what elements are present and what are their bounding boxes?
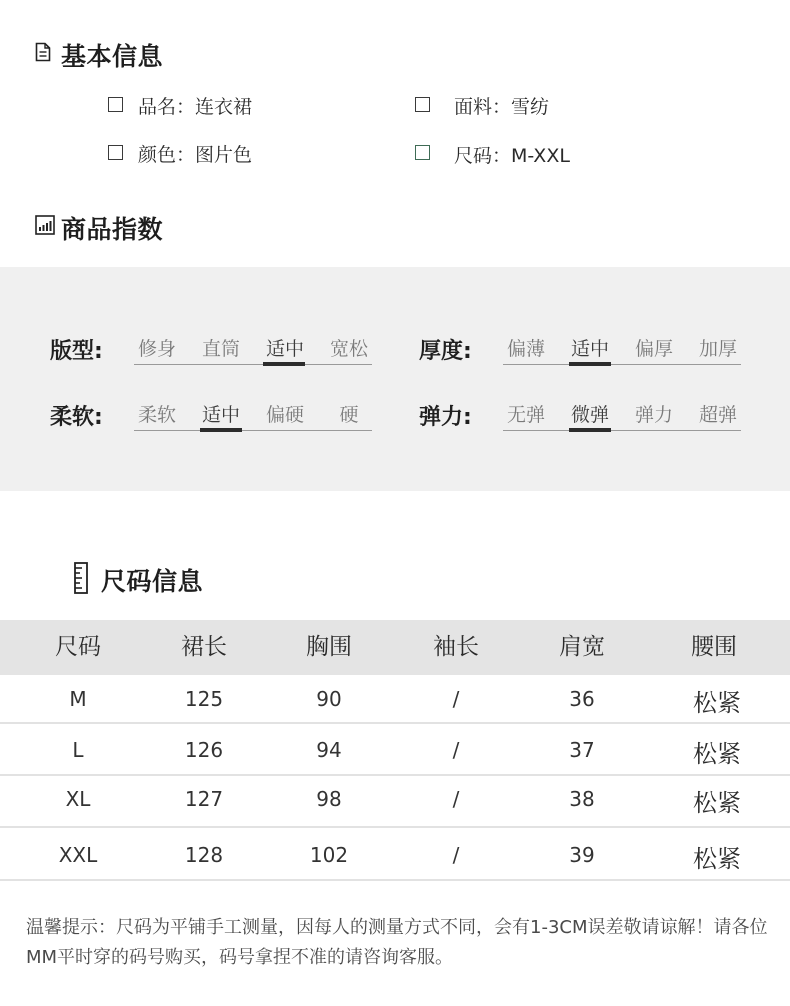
info-item-size: 尺码：M-XXL <box>454 145 570 167</box>
index-option: 偏薄 <box>506 338 545 360</box>
row-divider <box>0 774 790 776</box>
table-cell: 128 <box>184 843 224 867</box>
table-cell: 松紧 <box>693 740 741 768</box>
info-checkbox <box>108 145 123 160</box>
index-option: 宽松 <box>329 338 368 360</box>
index-option: 超弹 <box>698 404 737 426</box>
size-table-header <box>0 620 790 675</box>
table-cell: L <box>72 738 84 762</box>
index-option-selected: 适中 <box>570 338 609 360</box>
index-label-fit: 版型: <box>50 339 103 364</box>
info-item-color: 颜色：图片色 <box>138 144 253 166</box>
row-divider <box>0 722 790 724</box>
table-cell: 37 <box>569 738 595 762</box>
row-divider <box>0 826 790 828</box>
table-cell: XXL <box>58 843 98 867</box>
index-option: 修身 <box>137 338 176 360</box>
table-cell: 松紧 <box>693 789 741 817</box>
ruler-icon <box>74 562 88 598</box>
index-track <box>503 430 741 431</box>
table-row <box>0 839 790 875</box>
index-option: 弹力 <box>634 404 673 426</box>
index-option: 偏硬 <box>265 404 304 426</box>
index-selected-marker <box>263 362 305 366</box>
table-cell: M <box>69 687 87 711</box>
index-selected-marker <box>569 362 611 366</box>
table-cell: 94 <box>316 738 342 762</box>
table-cell: 松紧 <box>693 845 741 873</box>
table-cell: 松紧 <box>693 689 741 717</box>
table-cell: / <box>452 843 460 867</box>
info-checkbox <box>415 97 430 112</box>
column-header: 裙长 <box>181 634 227 660</box>
index-track <box>134 430 372 431</box>
info-item-fabric: 面料：雪纺 <box>454 96 550 118</box>
column-header: 胸围 <box>306 634 352 660</box>
size-note: 温馨提示：尺码为平铺手工测量，因每人的测量方式不同，会有1-3CM误差敬请谅解！请各位MM平时穿的码号购买，码号拿捏不准的请咨询客服。 <box>26 917 768 968</box>
info-checkbox <box>108 97 123 112</box>
index-option-selected: 适中 <box>201 404 240 426</box>
index-option-selected: 微弹 <box>570 404 609 426</box>
index-option: 直筒 <box>201 338 240 360</box>
column-header: 肩宽 <box>559 634 605 660</box>
table-cell: 90 <box>316 687 342 711</box>
table-cell: 39 <box>569 843 595 867</box>
index-option-selected: 适中 <box>265 338 304 360</box>
index-track <box>503 364 741 365</box>
index-option: 硬 <box>339 404 359 426</box>
table-cell: 98 <box>316 787 342 811</box>
bar-chart-icon <box>35 215 55 239</box>
info-item-name: 品名：连衣裙 <box>138 96 253 118</box>
basic-info-title: 基本信息 <box>61 42 164 71</box>
index-track <box>134 364 372 365</box>
document-icon <box>35 42 51 66</box>
index-option: 柔软 <box>137 404 176 426</box>
table-cell: / <box>452 738 460 762</box>
index-title: 商品指数 <box>61 215 164 244</box>
table-cell: 127 <box>184 787 224 811</box>
table-cell: 125 <box>184 687 224 711</box>
column-header: 袖长 <box>433 634 479 660</box>
table-cell: 126 <box>184 738 224 762</box>
index-option: 无弹 <box>506 404 545 426</box>
column-header: 腰围 <box>691 634 737 660</box>
table-cell: 38 <box>569 787 595 811</box>
size-info-title: 尺码信息 <box>101 567 204 596</box>
index-panel <box>0 267 790 491</box>
index-label-softness: 柔软: <box>50 405 103 430</box>
table-cell: 36 <box>569 687 595 711</box>
table-cell: / <box>452 687 460 711</box>
index-label-thickness: 厚度: <box>419 339 472 364</box>
index-label-elasticity: 弹力: <box>419 405 472 430</box>
table-row <box>0 783 790 819</box>
table-cell: / <box>452 787 460 811</box>
info-checkbox <box>415 145 430 160</box>
row-divider <box>0 879 790 881</box>
column-header: 尺码 <box>55 634 101 660</box>
table-cell: XL <box>65 787 91 811</box>
table-row <box>0 683 790 719</box>
table-row <box>0 734 790 770</box>
table-cell: 102 <box>309 843 349 867</box>
index-option: 加厚 <box>698 338 737 360</box>
index-selected-marker <box>569 428 611 432</box>
index-option: 偏厚 <box>634 338 673 360</box>
index-selected-marker <box>200 428 242 432</box>
